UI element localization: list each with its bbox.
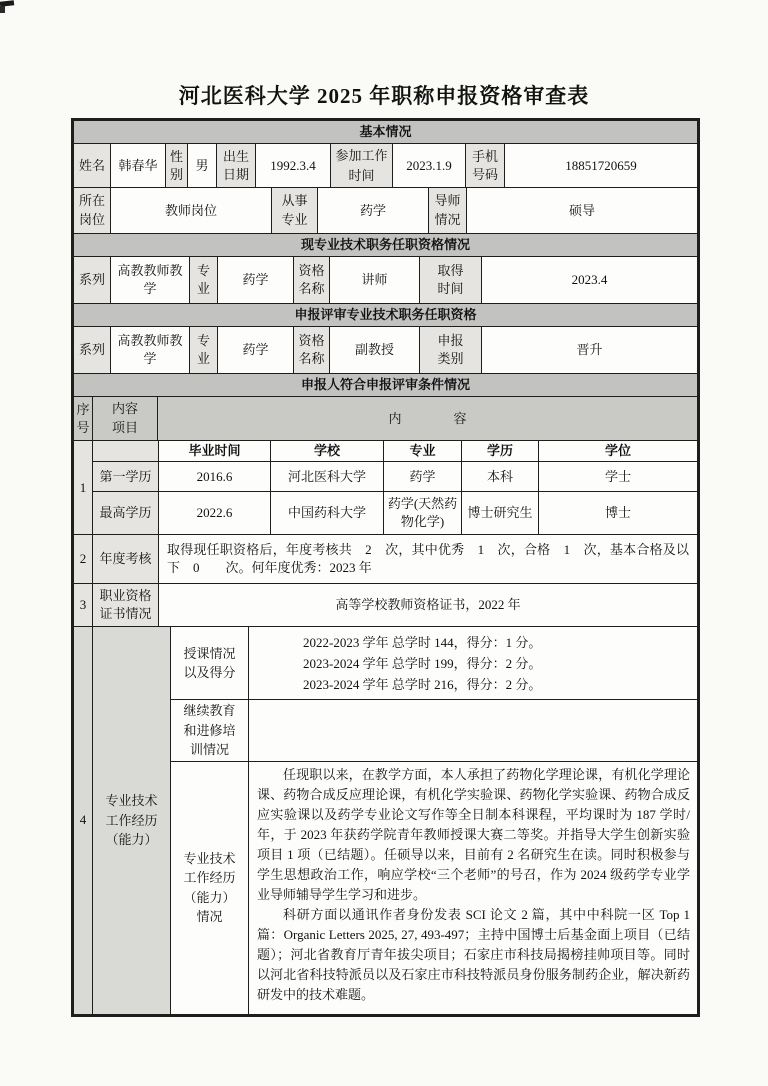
annual-assessment-label-cell: 年度考核 <box>93 535 159 584</box>
review-form-table <box>71 118 700 1017</box>
edu-col-time: 毕业时间 <box>159 441 271 462</box>
conditions-header-band <box>73 373 698 397</box>
highest-edu-degree-cell: 博士 <box>539 492 698 535</box>
teaching-line: 2023-2024 学年 总学时 199，得分：2 分。 <box>303 655 542 671</box>
scan-artifact <box>0 6 5 13</box>
highest-edu-level-cell: 博士研究生 <box>462 492 539 535</box>
qual-value-cell: 讲师 <box>330 257 420 304</box>
edu-col-level: 学历 <box>462 441 539 462</box>
annual-assessment-row-table <box>73 534 698 584</box>
edu-col-school: 学校 <box>271 441 384 462</box>
mentor-label-cell <box>429 188 467 234</box>
experience-main-label-cell <box>93 627 171 1015</box>
name-label-cell: 姓名 <box>74 144 111 188</box>
edu-col-degree: 学位 <box>539 441 698 462</box>
major-label-cell: 专业 <box>190 327 218 374</box>
first-edu-label-cell: 第一学历 <box>93 462 159 492</box>
gender-value-cell: 男 <box>188 144 217 188</box>
experience-main-label: 专业技术工作经历（能力） <box>105 793 158 847</box>
basic-info-header-band <box>73 120 698 144</box>
annual-assessment-content-cell: 取得现任职资格后，年度考核共 2 次，其中优秀 1 次，合格 1 次，基本合格及以下 0 次。何年度优秀：2023 年 <box>159 535 698 584</box>
table-row <box>74 374 698 397</box>
certificate-label-cell: 职业资格证书情况 <box>93 584 159 627</box>
experience-paragraph-teaching: 任现职以来，在教学方面，本人承担了药物化学理论课，有机化学理论课、药物合成反应理论课，有机化学实验课、药物化学实验课、药物合成反应实验课以及药学专业论文写作等全日制本科课程，平均课时为 187 学时/年，于 2023 年获药学院青年教师授课大赛二等奖。并指导大学生创新实验项目 1 项（已结题）。任硕导以来，目前有 2 名研究生在读。同时积极参与学生思想政治工作，响应学校“三个老师”的号召，作为 2024 级药学专业学业导师辅导学生学习和进步。 <box>257 766 690 902</box>
table-row <box>74 257 698 304</box>
table-row <box>74 441 698 462</box>
row3-no-cell: 3 <box>74 584 93 627</box>
date-label: 取得时间 <box>437 262 464 296</box>
series-label-cell: 系列 <box>74 327 111 374</box>
apply-type-label-cell <box>420 327 482 374</box>
major-value-cell: 药学 <box>218 257 294 304</box>
col-header-item <box>93 397 158 441</box>
experience-row-table <box>73 626 698 1015</box>
table-row <box>74 462 698 492</box>
table-row <box>74 234 698 257</box>
col-header-content: 内 容 <box>158 397 698 441</box>
qual-value-cell: 副教授 <box>330 327 420 374</box>
highest-edu-school-cell: 中国药科大学 <box>271 492 384 535</box>
first-edu-major-cell: 药学 <box>384 462 462 492</box>
col-header-no: 序号 <box>74 397 93 441</box>
edu-col-major: 专业 <box>384 441 462 462</box>
row4-no-cell: 4 <box>74 627 93 1015</box>
certificate-row-table <box>73 583 698 627</box>
applied-title-row-table <box>73 326 698 374</box>
col-header-item-label: 内容项目 <box>112 401 139 435</box>
table-row <box>74 584 698 627</box>
basic-info-row1-table <box>73 143 698 188</box>
certificate-content-cell: 高等学校教师资格证书，2022 年 <box>159 584 698 627</box>
mentor-label: 导师情况 <box>434 193 461 227</box>
training-label: 继续教育和进修培训情况 <box>183 703 236 757</box>
post-label: 所在岗位 <box>79 193 106 227</box>
table-row <box>74 304 698 327</box>
profession-value-cell: 药学 <box>318 188 429 234</box>
series-label-cell: 系列 <box>74 257 111 304</box>
training-label-cell <box>171 700 249 762</box>
first-edu-time-cell: 2016.6 <box>159 462 271 492</box>
table-row <box>74 327 698 374</box>
date-value-cell: 2023.4 <box>482 257 698 304</box>
table-row <box>74 121 698 144</box>
experience-sub-label-cell <box>171 761 249 1014</box>
row2-no-cell: 2 <box>74 535 93 584</box>
table-row <box>74 397 698 441</box>
page-title: 河北医科大学 2025 年职称申报资格审查表 <box>178 84 590 108</box>
work-start-value-cell: 2023.1.9 <box>393 144 466 188</box>
series-value-cell: 高教教师教学 <box>111 257 190 304</box>
teaching-content-cell <box>249 627 698 700</box>
apply-type-label: 申报类别 <box>437 332 464 366</box>
teaching-label: 授课情况以及得分 <box>183 645 236 680</box>
work-start-label: 参加工作时间 <box>335 148 388 183</box>
experience-content-cell <box>249 761 698 1014</box>
table-row <box>74 492 698 535</box>
gender-label-cell: 性别 <box>166 144 188 188</box>
highest-edu-time-cell: 2022.6 <box>159 492 271 535</box>
applied-title-header-band <box>73 303 698 327</box>
table-row <box>74 627 698 700</box>
section-header-conditions: 申报人符合申报评审条件情况 <box>74 374 698 397</box>
phone-value-cell: 18851720659 <box>505 144 698 188</box>
first-edu-school-cell: 河北医科大学 <box>271 462 384 492</box>
experience-paragraph-research: 科研方面以通讯作者身份发表 SCI 论文 2 篇，其中中科院一区 Top 1 篇：Organic Letters 2025, 27, 493-497；主持中国博士后基金面上项目（已结题）；河北省教育厅青年拔尖项目；石家庄市科技局揭榜挂帅项目等。同时以河北省科技特派员以及石家庄市科技特派员身份服务制药企业，解决新药研发中的技术难题。 <box>257 906 690 1002</box>
training-content-cell <box>249 700 698 762</box>
series-value-cell: 高教教师教学 <box>111 327 190 374</box>
apply-type-value-cell: 晋升 <box>482 327 698 374</box>
major-value-cell: 药学 <box>218 327 294 374</box>
phone-label-cell: 手机号码 <box>466 144 505 188</box>
experience-sub-label: 专业技术工作经历（能力）情况 <box>183 850 236 924</box>
qual-label-cell: 资格名称 <box>294 327 330 374</box>
qual-label-cell: 资格名称 <box>294 257 330 304</box>
first-edu-level-cell: 本科 <box>462 462 539 492</box>
current-title-row-table <box>73 256 698 304</box>
major-label-cell: 专业 <box>190 257 218 304</box>
highest-edu-label-cell: 最高学历 <box>93 492 159 535</box>
work-start-label-cell <box>331 144 393 188</box>
table-row <box>74 535 698 584</box>
first-edu-degree-cell: 学士 <box>539 462 698 492</box>
current-title-header-band <box>73 233 698 257</box>
section-header-basic: 基本情况 <box>74 121 698 144</box>
post-label-cell <box>74 188 111 234</box>
teaching-line: 2022-2023 学年 总学时 144，得分：1 分。 <box>303 634 542 650</box>
profession-label: 从事专业 <box>281 193 308 227</box>
highest-edu-major-cell: 药学(天然药物化学) <box>384 492 462 535</box>
date-label-cell <box>420 257 482 304</box>
profession-label-cell <box>272 188 318 234</box>
mentor-value-cell: 硕导 <box>467 188 698 234</box>
birth-label-cell: 出生日期 <box>217 144 256 188</box>
edu-empty-corner-cell <box>93 441 159 462</box>
section-header-applied-title: 申报评审专业技术职务任职资格 <box>74 304 698 327</box>
section-header-current-title: 现专业技术职务任职资格情况 <box>74 234 698 257</box>
post-value-cell: 教师岗位 <box>111 188 272 234</box>
education-row-table <box>73 440 698 535</box>
table-row <box>74 188 698 234</box>
birth-value-cell: 1992.3.4 <box>256 144 331 188</box>
table-row <box>74 144 698 188</box>
conditions-colhead-table <box>73 396 698 441</box>
basic-info-row2-table <box>73 187 698 234</box>
name-value-cell: 韩春华 <box>111 144 166 188</box>
row1-no-cell: 1 <box>74 441 93 535</box>
teaching-line: 2023-2024 学年 总学时 216，得分：2 分。 <box>303 676 542 692</box>
teaching-label-cell <box>171 627 249 700</box>
